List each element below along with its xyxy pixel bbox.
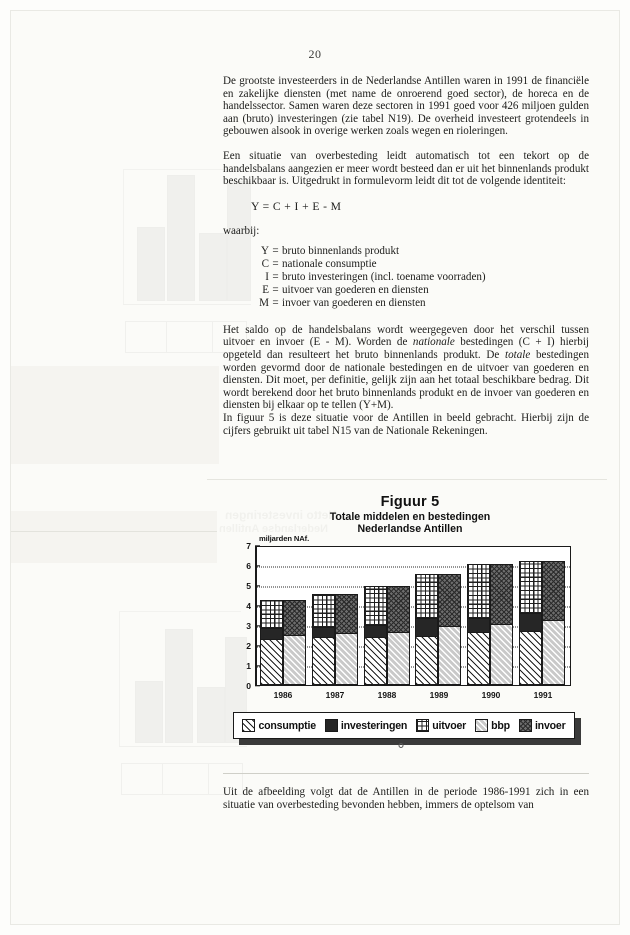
chart-bar-group [519,547,565,685]
chart-bar-group [260,547,306,685]
legend-label: uitvoer [432,719,467,732]
legend-swatch-bbp [475,719,488,732]
chart-segment-bbp [438,626,461,685]
chart-segment-consumptie [312,637,335,685]
y-tick-mark [255,645,260,646]
chart-segment-uitvoer [364,586,387,625]
paragraph-conclusie: Uit de afbeelding volgt dat de Antillen in de periode 1986-1991 zich in een situatie van overbesteding bevonden hebben, immers de optelsom van [223,786,589,811]
page-content-area [10,10,620,925]
para3-italic-totale: totale [505,348,531,361]
definition-item-m [257,297,589,310]
chart-segment-consumptie [364,637,387,685]
chart-bar-group [312,547,358,685]
para3-italic-nationale: nationale [412,336,455,349]
chart-segment-bbp [387,632,410,685]
y-tick-label: 1 [246,661,251,671]
y-tick-label: 2 [246,641,251,651]
ghost-bottom-rule [223,773,589,774]
legend-item-invoer[interactable] [519,719,566,732]
chart-plot-area [255,546,571,686]
figure-title-line3: Nederlandse Antillen [357,523,463,535]
y-tick-label: 3 [246,621,251,631]
definition-item-i [257,271,589,284]
y-tick-mark [255,545,260,546]
x-axis-label: 1990 [481,690,501,700]
legend-label: invoer [534,719,566,732]
legend-label: bbp [491,719,510,732]
paragraph-figuur-verwijzing: In figuur 5 is deze situatie voor de Antillen in beeld gebracht. Hierbij zijn de cijfers gebruikt uit tabel N15 van de Nationale Rekeningen. [223,411,589,437]
definition-symbol: C [261,257,269,270]
legend-swatch-consumptie [242,719,255,732]
x-axis-label: 1986 [273,690,293,700]
chart-legend [233,712,575,739]
ghost-heading-2: Nederlandse Antillen [219,523,329,535]
chart-bar-bestedingen [260,547,283,685]
y-tick-label: 5 [246,581,251,591]
ghost-band-mid [11,511,217,563]
x-axis-label: 1989 [429,690,449,700]
identity-formula: Y = C + I + E - M [251,199,342,213]
ghost-band-upper [11,366,219,464]
definition-symbol: M [259,296,269,309]
chart-segment-invoer [542,561,565,620]
figure-title-line1: Figuur 5 [380,494,440,510]
definition-equals: = [272,270,279,283]
y-tick-label: 6 [246,561,251,571]
y-tick-label: 0 [246,681,251,691]
legend-swatch-investeringen [325,719,338,732]
chart-segment-invoer [283,600,306,635]
chart-bar-bestedingen [364,547,387,685]
legend-item-investeringen[interactable] [325,719,407,732]
ghost-rule-1 [207,479,607,480]
legend-label: investeringen [340,719,408,732]
chart-bar-middelen [542,547,565,685]
chart-segment-investeringen [312,627,335,637]
chart-segment-bbp [542,620,565,685]
definition-list [257,245,589,310]
y-tick-mark [255,605,260,606]
text-column-tail [223,786,589,811]
legend-item-consumptie[interactable] [242,719,315,732]
chart-bar-group [415,547,461,685]
chart-bar-middelen [490,547,513,685]
chart-bar-group [467,547,513,685]
chart-bar-middelen [438,547,461,685]
definition-text: uitvoer van goederen en diensten [282,283,429,296]
y-tick-mark [255,685,260,686]
para3-part-a: Het saldo op de handelsbalans wordt weergegeven door het verschil tussen uitvoer en invoer (E - M). Worden de [223,323,589,349]
definition-equals: = [272,296,279,309]
page-number: 20 [308,47,322,61]
chart-bar-middelen [335,547,358,685]
para3-part-b: bestedingen (C + I) hierbij opgeteld dan resulteert het bruto binnenlands produkt. De [223,336,590,361]
chart-segment-bbp [335,633,358,685]
chart-segment-uitvoer [312,594,335,627]
legend-label: consumptie [258,719,316,732]
chart-bar-group [364,547,410,685]
definition-equals: = [272,244,279,257]
definition-equals: = [272,283,279,296]
chart-segment-bbp [283,635,306,685]
y-axis-unit-label: miljarden NAf. [259,534,310,543]
definition-symbol: Y [260,244,269,257]
chart-segment-invoer [335,594,358,633]
figure-5 [229,494,591,732]
chart-segment-bbp [490,624,513,685]
chart-x-axis-labels [255,690,571,700]
figure-title [229,494,591,535]
chart-segment-investeringen [260,628,283,639]
legend-item-bbp[interactable] [475,719,510,732]
text-column [223,75,589,437]
x-axis-label: 1987 [325,690,345,700]
definition-item-c [257,258,589,271]
definition-item-e [257,284,589,297]
legend-item-uitvoer[interactable] [416,719,466,732]
paragraph-overbesteding: Een situatie van overbesteding leidt automatisch tot een tekort op de handelsbalans aangezien er meer wordt besteed dan er uit het binnenlands produkt beschikbaar is. Uitgedrukt in formulevorm leidt dit tot de volgende identiteit: [223,149,589,188]
definition-text: bruto binnenlands produkt [282,244,400,257]
definition-text: nationale consumptie [282,257,377,270]
chart-container [229,534,573,732]
chart-segment-investeringen [467,618,490,632]
definition-item-y [257,245,589,258]
chart-segment-investeringen [519,613,542,631]
chart-segment-uitvoer [467,564,490,618]
chart-segment-investeringen [364,625,387,637]
paragraph-investeerders: De grootste investeerders in de Nederlandse Antillen waren in 1991 de financiële en zakelijke diensten (met name de onroerend goed sector), de horeca en de handelssector. Samen waren deze sectoren in 1991 goed voor 426 miljoen gulden aan (bruto) investeringen (zie tabel N19). De overheid investeert grotendeels in gebouwen alsook in overige werken zoals wegen en rioleringen. [223,75,589,138]
ghost-rule-2 [11,531,217,532]
definition-equals: = [272,257,279,270]
definition-text: bruto investeringen (incl. toename voorraden) [282,270,486,283]
chart-bars [255,547,570,685]
x-axis-label: 1991 [533,690,553,700]
chart-segment-uitvoer [260,600,283,628]
legend-swatch-uitvoer [416,719,429,732]
chart-bar-bestedingen [467,547,490,685]
chart-segment-consumptie [260,639,283,685]
chart-segment-investeringen [415,618,438,636]
definition-symbol: I [265,270,269,283]
chart-bar-bestedingen [415,547,438,685]
ghost-heading-1: Netto investeringen [225,508,338,522]
x-axis-label: 1988 [377,690,397,700]
legend-swatch-invoer [519,719,532,732]
chart-bar-bestedingen [519,547,542,685]
chart-bar-middelen [387,547,410,685]
chart-segment-consumptie [415,636,438,685]
chart-bar-middelen [283,547,306,685]
waarbij-label: waarbij: [223,224,260,237]
definition-text: invoer van goederen en diensten [282,296,426,309]
y-tick-label: 4 [246,601,251,611]
chart-segment-invoer [387,586,410,632]
y-tick-mark [255,585,260,586]
chart-segment-uitvoer [519,561,542,613]
chart-segment-uitvoer [415,574,438,618]
y-tick-label: 7 [246,541,251,551]
chart-segment-invoer [438,574,461,626]
chart-segment-consumptie [519,631,542,685]
ghost-chart-lower [119,611,247,761]
legend-dot-marker [399,743,404,748]
paragraph-handelsbalans [223,324,589,412]
figure-title-line2: Totale middelen en bestedingen [329,511,491,523]
y-tick-mark [255,565,260,566]
para3-part-c: bestedingen worden gevormd door de nationale bestedingen en de uitvoer van goederen en diensten. Dit moet, per definitie, gelijk zijn aan het totaal beschikbare bedrag. Dit wordt berekend door het bruto binnenlands produkt en de invoer van goederen en diensten bij elkaar op te tellen (Y+M). [223,348,590,412]
chart-y-axis [246,541,257,691]
chart-segment-consumptie [467,632,490,685]
chart-bar-bestedingen [312,547,335,685]
y-tick-mark [255,665,260,666]
y-tick-mark [255,625,260,626]
definition-symbol: E [262,283,269,296]
chart-segment-invoer [490,564,513,624]
